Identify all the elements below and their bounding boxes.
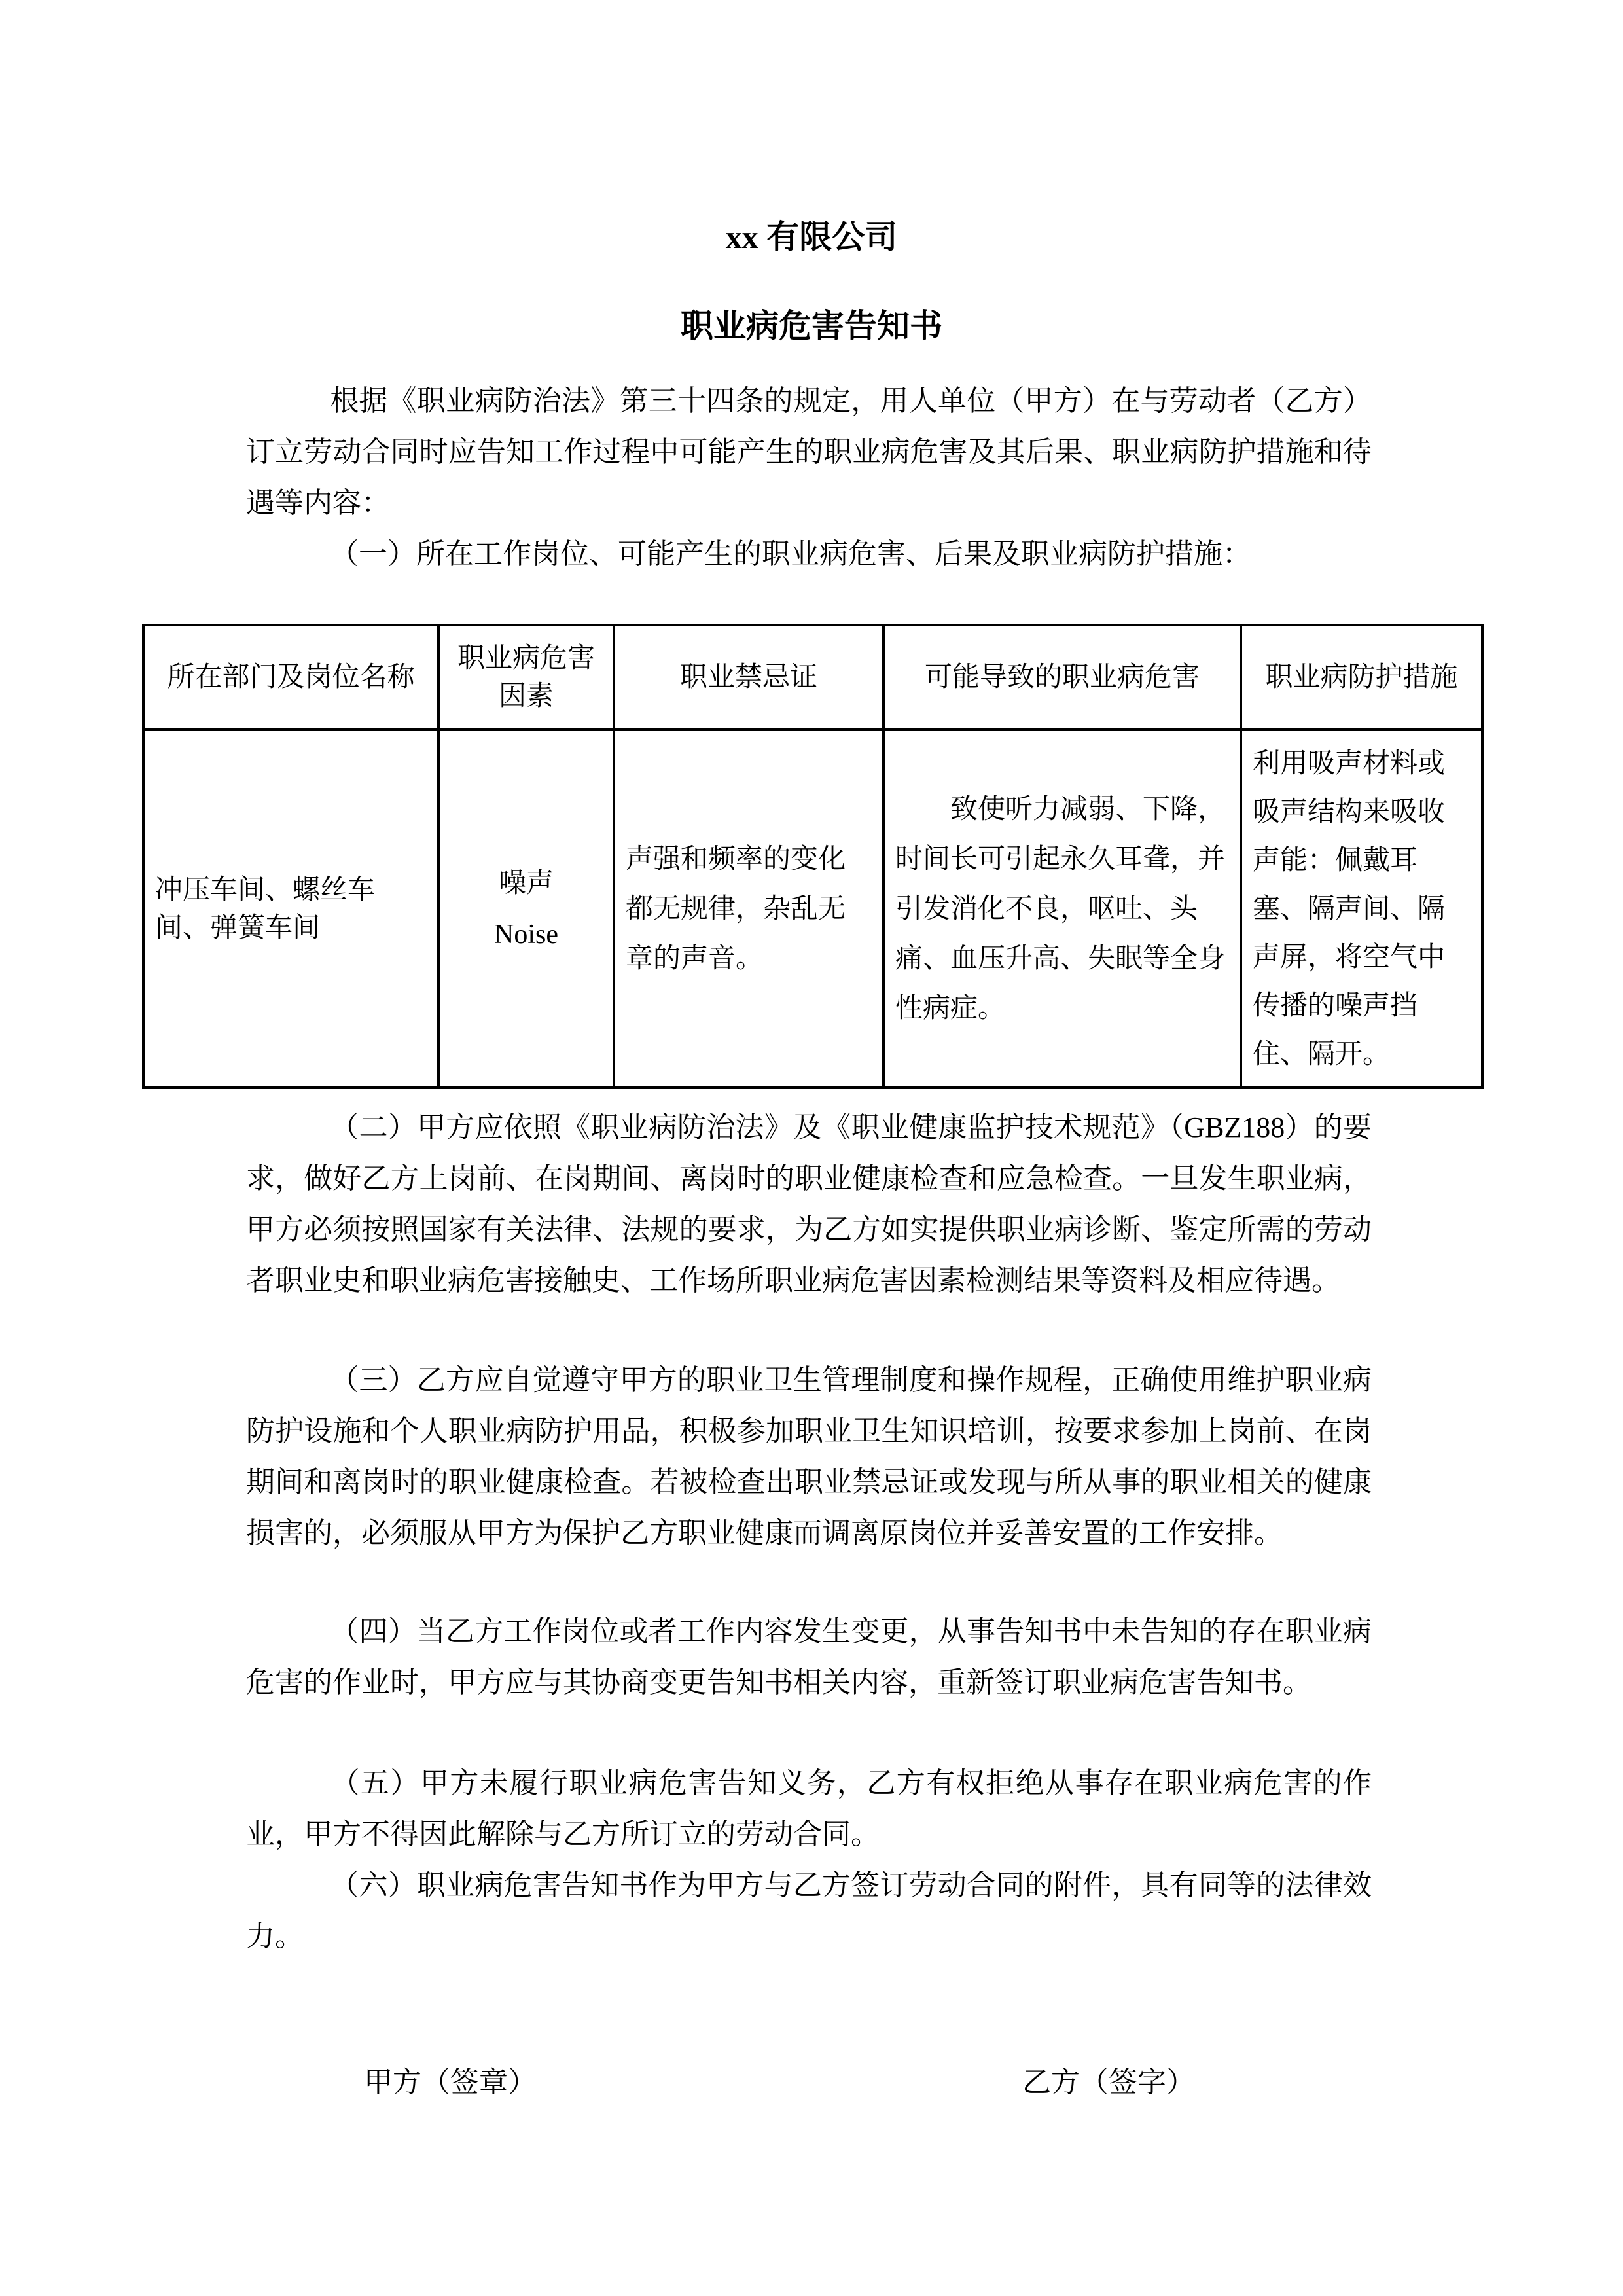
company-name: xx 有限公司 (725, 219, 898, 255)
signature-party-b: 乙方（签字） (1022, 2066, 1195, 2098)
section-2-text: （二）甲方应依照《职业病防治法》及《职业健康监护技术规范》（GBZ188）的要求，做好乙方上岗前、在岗期间、离岗时的职业健康检查和应急检查。一旦发生职业病，甲方必须按照国家有关法律、法规的要求，为乙方如实提供职业病诊断、鉴定所需的劳动者职业史和职业病危害接触史、工作场所职业病危害因素检测结果等资料及相应待遇。 (246, 1111, 1372, 1297)
factor-en: Noise (494, 919, 558, 950)
cell-contraindication: 声强和频率的变化都无规律，杂乱无章的声音。 (614, 730, 883, 1088)
section-1 (246, 529, 1372, 580)
factor-cn: 噪声 (498, 868, 554, 899)
document-title: 职业病危害告知书 (681, 308, 942, 344)
hazard-table (142, 624, 1484, 1089)
header-hazard: 可能导致的职业病危害 (883, 625, 1241, 730)
cell-hazard (883, 730, 1241, 1088)
intro-paragraph (246, 376, 1372, 529)
section-4-text: （四）当乙方工作岗位或者工作内容发生变更，从事告知书中未告知的存在职业病危害的作业时，甲方应与其协商变更告知书相关内容，重新签订职业病危害告知书。 (246, 1615, 1372, 1698)
header-protection: 职业病防护措施 (1241, 625, 1482, 730)
cell-factor (438, 730, 614, 1088)
header-contraindication: 职业禁忌证 (614, 625, 883, 730)
section-6-text: （六）职业病危害告知书作为甲方与乙方签订劳动合同的附件，具有同等的法律效力。 (246, 1869, 1372, 1952)
cell-protection: 利用吸声材料或吸声结构来吸收声能：佩戴耳塞、隔声间、隔声屏，将空气中传播的噪声挡住、隔开。 (1241, 730, 1482, 1088)
section-6 (246, 1860, 1372, 1962)
section-4 (246, 1606, 1372, 1708)
intro-text: 根据《职业病防治法》第三十四条的规定，用人单位（甲方）在与劳动者（乙方）订立劳动合同时应告知工作过程中可能产生的职业病危害及其后果、职业病防护措施和待遇等内容： (246, 385, 1372, 519)
table-row (143, 730, 1482, 1088)
section-2 (246, 1102, 1372, 1306)
header-department: 所在部门及岗位名称 (143, 625, 438, 730)
table-header-row (143, 625, 1482, 730)
signature-party-a: 甲方（签章） (364, 2066, 537, 2098)
section-3-text: （三）乙方应自觉遵守甲方的职业卫生管理制度和操作规程，正确使用维护职业病防护设施和个人职业病防护用品，积极参加职业卫生知识培训，按要求参加上岗前、在岗期间和离岗时的职业健康检查。若被检查出职业禁忌证或发现与所从事的职业相关的健康损害的，必须服从甲方为保护乙方职业健康而调离原岗位并妥善安置的工作安排。 (246, 1364, 1372, 1549)
header-factor: 职业病危害因素 (438, 625, 614, 730)
section-1-text: （一）所在工作岗位、可能产生的职业病危害、后果及职业病防护措施： (330, 538, 1251, 570)
section-5 (246, 1758, 1372, 1860)
section-3 (246, 1355, 1372, 1559)
hazard-text: 致使听力减弱、下降，时间长可引起永久耳聋，并引发消化不良，呕吐、头痛、血压升高、失眠等全身性病症。 (895, 794, 1226, 1024)
section-5-text: （五）甲方未履行职业病危害告知义务，乙方有权拒绝从事存在职业病危害的作业，甲方不得因此解除与乙方所订立的劳动合同。 (246, 1767, 1372, 1850)
cell-department: 冲压车间、螺丝车间、弹簧车间 (143, 730, 438, 1088)
